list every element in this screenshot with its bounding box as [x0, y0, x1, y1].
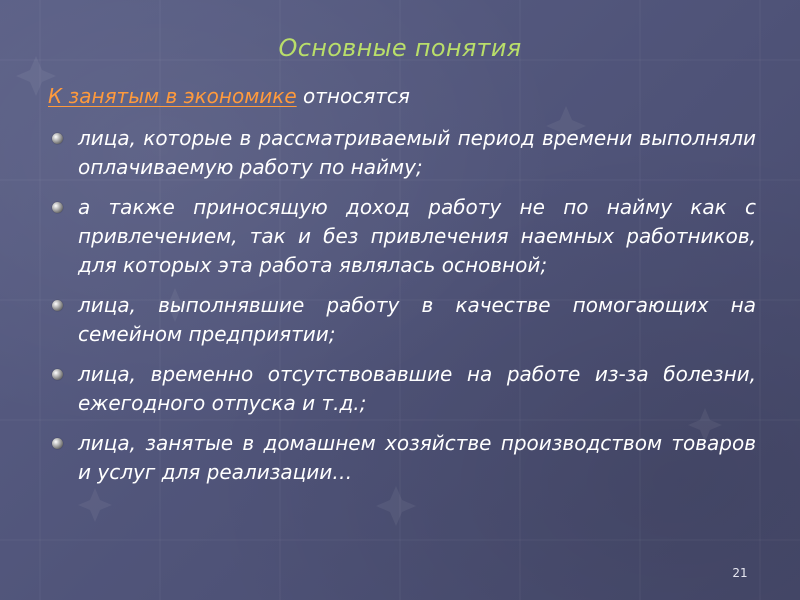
list-item [50, 291, 756, 349]
list-item [50, 124, 756, 182]
list-item-text: лица, которые в рассматриваемый период времени выполняли оплачиваемую работу по найму; [78, 126, 756, 179]
intro-line [48, 82, 758, 110]
intro-rest: относятся [296, 84, 410, 108]
list-item [50, 429, 756, 487]
sphere-bullet-icon [52, 438, 63, 449]
sphere-bullet-icon [52, 300, 63, 311]
slide-title: Основные понятия [278, 34, 522, 62]
sphere-bullet-icon [52, 133, 63, 144]
list-item-text: а также приносящую доход работу не по найму как с привлечением, так и без привлечения наемных работников, для которых эта работа являлась основной; [78, 195, 756, 277]
intro-highlight: К занятым в экономике [48, 84, 297, 108]
list-item [50, 360, 756, 418]
bullet-list [50, 124, 756, 498]
list-item-text: лица, занятые в домашнем хозяйстве производством товаров и услуг для реализации… [78, 431, 756, 484]
page-number: 21 [732, 566, 748, 580]
sphere-bullet-icon [52, 369, 63, 380]
list-item [50, 193, 756, 280]
list-item-text: лица, временно отсутствовавшие на работе из-за болезни, ежегодного отпуска и т.д.; [78, 362, 756, 415]
list-item-text: лица, выполнявшие работу в качестве помогающих на семейном предприятии; [78, 293, 756, 346]
sphere-bullet-icon [52, 202, 63, 213]
